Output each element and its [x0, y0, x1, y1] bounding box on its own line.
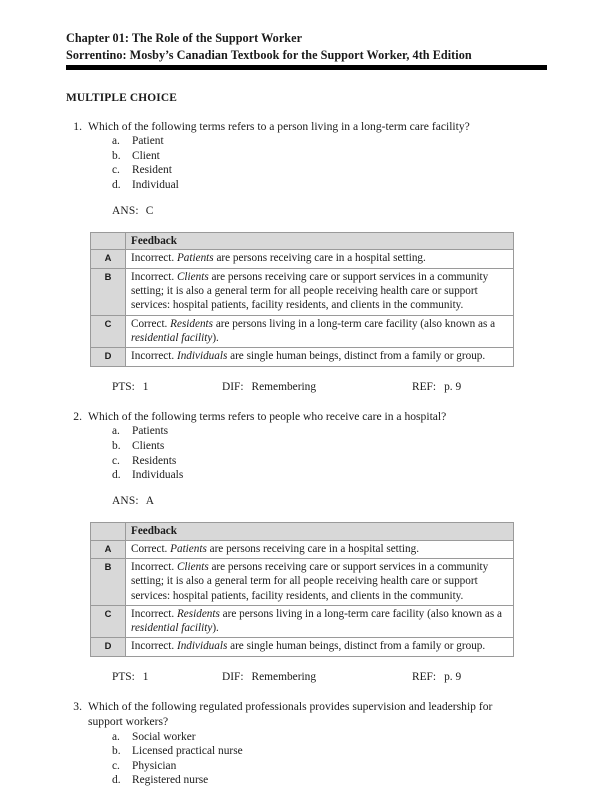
ref-value: p. 9	[444, 670, 462, 683]
answer-option[interactable]	[112, 730, 548, 745]
option-letter: b.	[112, 745, 121, 758]
ref-label: REF:	[412, 380, 437, 393]
option-text: Clients	[132, 439, 165, 452]
table-row	[91, 348, 514, 366]
option-letter: c.	[112, 164, 120, 177]
answer-option[interactable]	[112, 468, 548, 483]
feedback-row-letter: D	[91, 638, 126, 656]
ref-field	[412, 670, 461, 685]
header-rule	[66, 65, 547, 70]
option-text: Licensed practical nurse	[132, 745, 243, 758]
option-letter: b.	[112, 149, 121, 162]
feedback-header-label: Feedback	[126, 523, 514, 540]
ref-label: REF:	[412, 670, 437, 683]
question-row	[66, 119, 548, 134]
dif-label: DIF:	[222, 380, 244, 393]
option-text: Residents	[132, 454, 177, 467]
question-meta-line	[66, 670, 548, 685]
option-letter: d.	[112, 469, 121, 482]
pts-label: PTS:	[112, 670, 135, 683]
feedback-header-label: Feedback	[126, 233, 514, 250]
ref-field	[412, 380, 461, 395]
question-meta-line	[66, 380, 548, 395]
table-row	[91, 268, 514, 315]
pts-value: 1	[142, 380, 149, 393]
feedback-row-text: Incorrect. Individuals are single human beings, distinct from a family or group.	[126, 638, 514, 656]
answer-option[interactable]	[112, 178, 548, 193]
answer-options	[66, 134, 548, 192]
feedback-row-text: Incorrect. Residents are persons living in a long-term care facility (also known as a residential facility).	[126, 605, 514, 638]
question-text: Which of the following regulated professionals provides supervision and leadership for support workers?	[88, 700, 493, 729]
question-row	[66, 409, 548, 424]
answer-option[interactable]	[112, 163, 548, 178]
option-text: Physician	[132, 759, 177, 772]
table-row	[91, 250, 514, 268]
answer-line	[66, 204, 548, 219]
answer-option[interactable]	[112, 744, 548, 759]
pts-label: PTS:	[112, 380, 135, 393]
option-letter: d.	[112, 774, 121, 787]
option-text: Social worker	[132, 730, 196, 743]
answer-value: A	[145, 494, 154, 507]
dif-value: Remembering	[251, 670, 317, 683]
question-number: 3.	[73, 700, 82, 714]
feedback-header-letter	[91, 523, 126, 540]
answer-value: C	[145, 204, 154, 217]
option-text: Client	[132, 149, 160, 162]
header-book-title: Sorrentino: Mosby’s Canadian Textbook for the Support Worker, 4th Edition	[66, 47, 472, 62]
option-letter: a.	[112, 135, 120, 148]
answer-line	[66, 494, 548, 509]
answer-option[interactable]	[112, 439, 548, 454]
feedback-row-text: Incorrect. Clients are persons receiving care or support services in a community setting; it is also a general term for all people receiving health care or support services: hospital patients, facility residents, and clients in the community.	[126, 268, 514, 315]
feedback-row-letter: A	[91, 250, 126, 268]
question-block	[66, 119, 548, 394]
feedback-row-letter: A	[91, 540, 126, 558]
answer-option[interactable]	[112, 424, 548, 439]
feedback-table-header-row	[91, 523, 514, 540]
question-number: 1.	[73, 120, 82, 133]
dif-label: DIF:	[222, 670, 244, 683]
table-row	[91, 558, 514, 605]
document-header	[66, 30, 548, 63]
answer-option[interactable]	[112, 134, 548, 149]
option-text: Individual	[132, 178, 179, 191]
dif-value: Remembering	[251, 380, 317, 393]
table-row	[91, 638, 514, 656]
answer-option[interactable]	[112, 759, 548, 774]
pts-field	[112, 670, 222, 685]
option-text: Registered nurse	[132, 774, 209, 787]
questions-container	[66, 119, 548, 788]
answer-options	[66, 730, 548, 788]
answer-options	[66, 424, 548, 482]
feedback-row-letter: B	[91, 268, 126, 315]
option-text: Resident	[132, 164, 172, 177]
feedback-row-letter: C	[91, 605, 126, 638]
question-block	[66, 409, 548, 684]
feedback-row-letter: B	[91, 558, 126, 605]
question-block	[66, 699, 548, 788]
option-letter: c.	[112, 759, 120, 772]
dif-field	[222, 670, 412, 685]
feedback-row-text: Correct. Residents are persons living in a long-term care facility (also known as a residential facility).	[126, 315, 514, 348]
question-text: Which of the following terms refers to a person living in a long-term care facility?	[88, 120, 470, 133]
answer-label: ANS:	[112, 204, 139, 217]
feedback-row-text: Incorrect. Patients are persons receiving care in a hospital setting.	[126, 250, 514, 268]
table-row	[91, 605, 514, 638]
option-letter: a.	[112, 730, 120, 743]
question-number: 2.	[73, 410, 82, 424]
question-text: Which of the following terms refers to people who receive care in a hospital?	[88, 410, 447, 424]
answer-option[interactable]	[112, 454, 548, 469]
feedback-row-text: Incorrect. Individuals are single human beings, distinct from a family or group.	[126, 348, 514, 366]
table-row	[91, 540, 514, 558]
feedback-table-header-row	[91, 233, 514, 250]
ref-value: p. 9	[444, 380, 462, 393]
feedback-table	[90, 522, 514, 656]
feedback-header-letter	[91, 233, 126, 250]
feedback-row-letter: C	[91, 315, 126, 348]
option-letter: a.	[112, 425, 120, 438]
pts-field	[112, 380, 222, 395]
feedback-row-letter: D	[91, 348, 126, 366]
option-letter: d.	[112, 178, 121, 191]
option-letter: b.	[112, 439, 121, 452]
header-chapter-title: Chapter 01: The Role of the Support Worker	[66, 31, 303, 45]
pts-value: 1	[142, 670, 149, 683]
option-text: Patient	[132, 135, 164, 148]
answer-label: ANS:	[112, 494, 139, 507]
section-title: MULTIPLE CHOICE	[66, 92, 178, 104]
feedback-table	[90, 232, 514, 366]
table-row	[91, 315, 514, 348]
answer-option[interactable]	[112, 149, 548, 164]
option-text: Individuals	[132, 469, 184, 482]
feedback-row-text: Correct. Patients are persons receiving care in a hospital setting.	[126, 540, 514, 558]
question-row	[66, 699, 548, 729]
option-text: Patients	[132, 425, 169, 438]
feedback-row-text: Incorrect. Clients are persons receiving care or support services in a community setting; it is also a general term for all people receiving health care or support services: hospital patients, facility residents, and clients in the community.	[126, 558, 514, 605]
option-letter: c.	[112, 454, 120, 467]
dif-field	[222, 380, 412, 395]
